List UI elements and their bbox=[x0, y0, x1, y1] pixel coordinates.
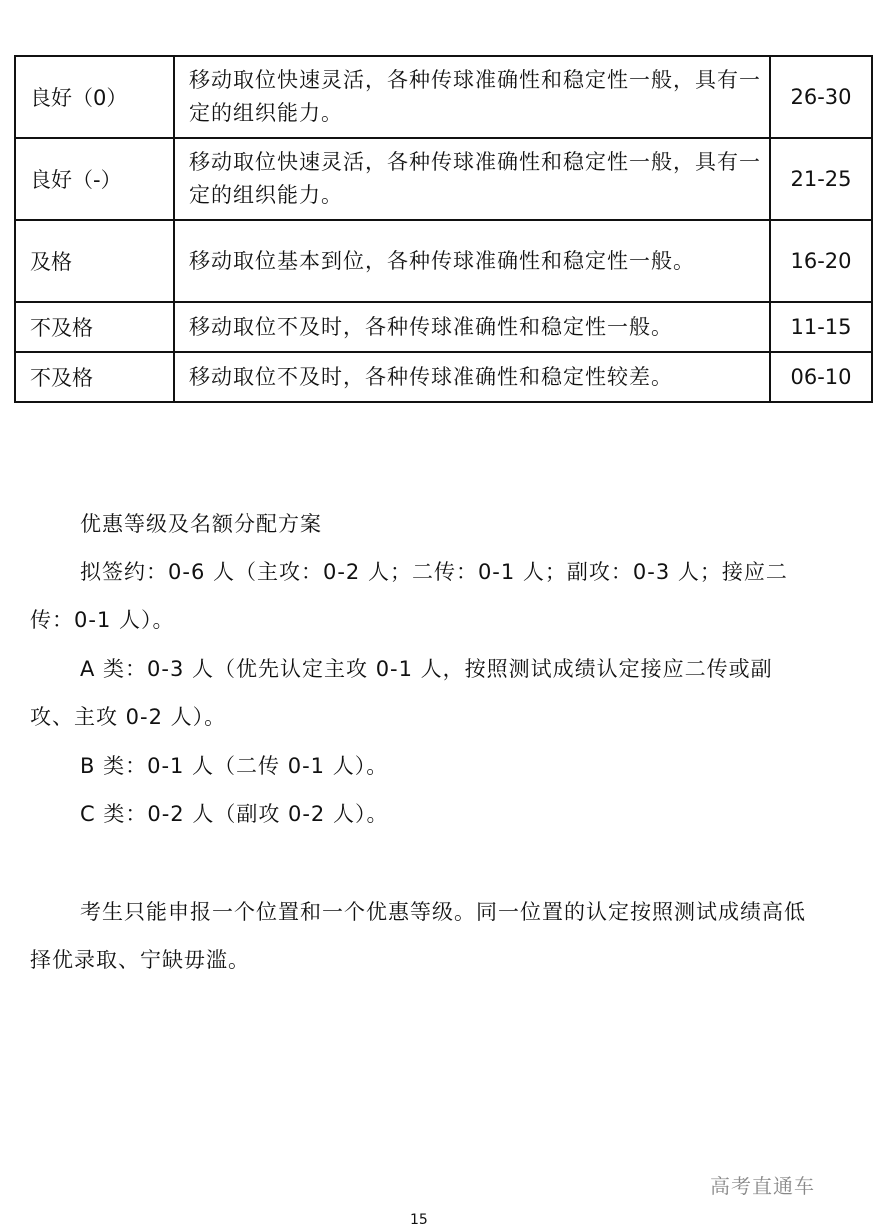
description-cell: 移动取位基本到位，各种传球准确性和稳定性一般。 bbox=[174, 220, 770, 302]
description-cell: 移动取位快速灵活，各种传球准确性和稳定性一般，具有一定的组织能力。 bbox=[174, 56, 770, 138]
level-cell: 及格 bbox=[15, 220, 174, 302]
table-row bbox=[15, 302, 872, 352]
table-row bbox=[15, 220, 872, 302]
level-cell: 良好（0） bbox=[15, 56, 174, 138]
score-cell: 21-25 bbox=[770, 138, 872, 220]
score-cell: 16-20 bbox=[770, 220, 872, 302]
plan-paragraph: 拟签约：0-6 人（主攻：0-2 人；二传：0-1 人；副攻：0-3 人；接应二传：0-1 人）。 bbox=[30, 560, 788, 632]
score-cell: 06-10 bbox=[770, 352, 872, 402]
level-cell: 不及格 bbox=[15, 352, 174, 402]
watermark: 高考直通车 bbox=[710, 1174, 815, 1198]
note-paragraph: 考生只能申报一个位置和一个优惠等级。同一位置的认定按照测试成绩高低择优录取、宁缺毋滥。 bbox=[30, 900, 806, 972]
page-number: 15 bbox=[410, 1212, 428, 1228]
table-row bbox=[15, 56, 872, 138]
level-cell: 不及格 bbox=[15, 302, 174, 352]
section-heading: 优惠等级及名额分配方案 bbox=[80, 512, 322, 536]
description-cell: 移动取位快速灵活，各种传球准确性和稳定性一般，具有一定的组织能力。 bbox=[174, 138, 770, 220]
description-cell: 移动取位不及时，各种传球准确性和稳定性一般。 bbox=[174, 302, 770, 352]
level-cell: 良好（-） bbox=[15, 138, 174, 220]
class-c-paragraph: C 类：0-2 人（副攻 0-2 人）。 bbox=[80, 802, 389, 826]
score-cell: 11-15 bbox=[770, 302, 872, 352]
class-b-paragraph: B 类：0-1 人（二传 0-1 人）。 bbox=[80, 754, 389, 778]
description-cell: 移动取位不及时，各种传球准确性和稳定性较差。 bbox=[174, 352, 770, 402]
class-a-paragraph: A 类：0-3 人（优先认定主攻 0-1 人，按照测试成绩认定接应二传或副攻、主攻 0-2 人）。 bbox=[30, 657, 773, 729]
table-row bbox=[15, 352, 872, 402]
grading-table bbox=[14, 55, 873, 403]
table-row bbox=[15, 138, 872, 220]
score-cell: 26-30 bbox=[770, 56, 872, 138]
